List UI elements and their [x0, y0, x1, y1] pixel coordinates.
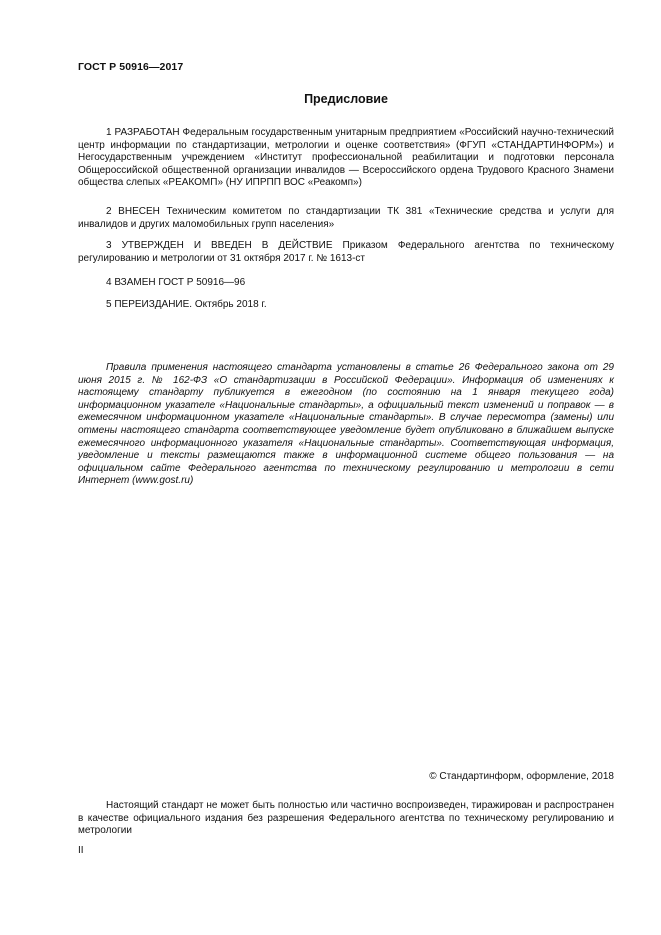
preface-item-1	[78, 127, 614, 190]
preface-item-text: 4 ВЗАМЕН ГОСТ Р 50916—96	[106, 277, 246, 288]
page-title: Предисловие	[304, 92, 388, 106]
preface-item-text: 2 ВНЕСЕН Техническим комитетом по стандартизации ТК 381 «Технические средства и услуги для инвалидов и других маломобильных групп населения»	[78, 206, 614, 230]
application-rules-notice: Правила применения настоящего стандарта установлены в статье 26 Федерального закона от 29 июня 2015 г. № 162-ФЗ «О стандартизации в Российской Федерации». Информация об изменениях к настоящему стандарту публикуется в ежегодном (по состоянию на 1 января текущего года) информационном указателе «Национальные стандарты», а официальный текст изменений и поправок — в ежемесячном информационном указателе «Национальные стандарты». В случае пересмотра (замены) или отмены настоящего стандарта соответствующее уведомление будет опубликовано в ближайшем выпуске ежемесячного информационного указателя «Национальные стандарты». Соответствующая информация, уведомление и тексты размещаются также в информационной системе общего пользования — на официальном сайте Федерального агентства по техническому регулированию и метрологии в сети Интернет (www.gost.ru)	[78, 362, 614, 487]
preface-item-text: 5 ПЕРЕИЗДАНИЕ. Октябрь 2018 г.	[106, 299, 267, 310]
copyright-line: © Стандартинформ, оформление, 2018	[429, 771, 614, 782]
preface-item-text: 3 УТВЕРЖДЕН И ВВЕДЕН В ДЕЙСТВИЕ Приказом Федерального агентства по техническому регулированию и метрологии от 31 октября 2017 г. № 1613-ст	[78, 240, 614, 264]
preface-item-text: 1 РАЗРАБОТАН Федеральным государственным унитарным предприятием «Российский научно-технический центр информации по стандартизации, метрологии и оценке соответствия» (ФГУП «СТАНДАРТИНФОРМ») и Негосударственным учреждением «Институт профессиональной реабилитации и подготовки персонала Общероссийской общественной организации инвалидов — Всероссийского ордена Трудового Красного Знамени общества слепых «РЕАКОМП» (НУ ИПРПП ВОС «Реакомп»)	[78, 127, 614, 189]
preface-item-4	[78, 277, 614, 290]
preface-item-3	[78, 240, 614, 265]
reprint-restriction-notice: Настоящий стандарт не может быть полностью или частично воспроизведен, тиражирован и распространен в качестве официального издания без разрешения Федерального агентства по техническому регулированию и метрологии	[78, 800, 614, 837]
document-code: ГОСТ Р 50916—2017	[78, 61, 184, 73]
preface-item-2	[78, 206, 614, 231]
preface-item-5	[78, 299, 614, 312]
page-number: II	[78, 845, 84, 856]
